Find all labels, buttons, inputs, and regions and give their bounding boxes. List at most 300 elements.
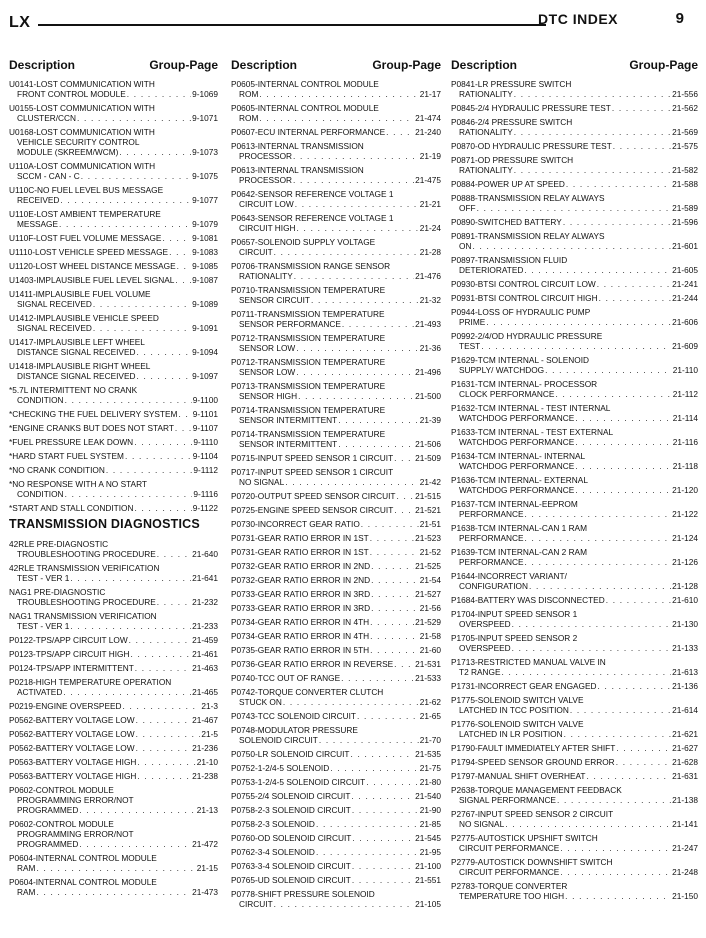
entry-text: P0219-ENGINE OVERSPEED [9,701,122,711]
entry-last-line [231,899,441,909]
entry-last-line [231,861,441,871]
model-label: LX [9,14,31,31]
group-page-ref: 21-545 [415,833,441,843]
index-entry [9,161,218,181]
dot-leader [616,757,671,767]
index-entry [9,247,218,257]
entry-text: NAG1 TRANSMISSION VERIFICATION [9,611,157,621]
section-heading: TRANSMISSION DIAGNOSTICS [9,517,200,531]
entry-text: U110A-LOST COMMUNICATION WITH [9,161,156,171]
dot-leader [137,347,192,357]
dot-leader [59,219,191,229]
entry-last-line [231,791,441,801]
entry-text: P0750-LR SOLENOID CIRCUIT [231,749,350,759]
entry-text: P1775-SOLENOID SWITCH VALVE [451,695,584,705]
group-page-ref: 21-640 [192,549,218,559]
entry-text: U110E-LOST AMBIENT TEMPERATURE [9,209,161,219]
group-page-ref: 21-133 [672,643,698,653]
entry-text: OVERSPEED [459,643,511,653]
dot-leader [134,437,192,447]
group-page-ref: 21-240 [415,127,441,137]
group-page-ref: 21-605 [672,265,698,275]
group-page-ref: 21-241 [672,279,698,289]
group-page-ref: 21-120 [672,485,698,495]
entry-text: RATIONALITY [459,89,513,99]
group-page-ref: 21-613 [672,667,698,677]
index-entry [9,563,218,583]
group-page-ref: 9-1112 [193,465,218,475]
entry-last-line [9,621,218,631]
index-entry [451,881,698,901]
entry-text: RATIONALITY [459,127,513,137]
entry-last-line [451,341,698,351]
entry-text: CIRCUIT LOW [239,199,294,209]
entry-last-line [9,887,218,897]
group-page-ref: 21-606 [672,317,698,327]
group-page-ref: 9-1091 [192,323,218,333]
entry-last-line [231,763,441,773]
index-entry [9,503,218,513]
entry-last-line [9,465,218,475]
entry-text: ON [459,241,472,251]
group-page-ref: 21-627 [672,743,698,753]
entry-text: U0168-LOST COMMUNICATION WITH [9,127,155,137]
entry-text: PERFORMANCE [459,557,524,567]
group-page-ref: 21-609 [672,341,698,351]
entry-last-line [231,319,441,329]
entry-text: WATCHDOG PERFORMANCE [459,437,575,447]
dot-leader [79,805,195,815]
entry-text: SUPPLY/ WATCHDOG [459,365,545,375]
dot-leader [36,887,191,897]
group-page-ref: 21-614 [672,705,698,715]
index-entry [9,757,218,767]
dot-leader [502,667,672,677]
dot-leader [136,729,201,739]
index-entry [9,771,218,781]
group-page-ref: 21-525 [415,561,441,571]
entry-last-line [231,711,441,721]
entry-text: P1797-MANUAL SHIFT OVERHEAT [451,771,586,781]
dot-leader [293,175,414,185]
entry-text: *START AND STALL CONDITION [9,503,134,513]
entry-last-line [231,175,441,185]
entry-text: TEST - VER 1 [17,573,70,583]
index-entry [451,217,698,227]
group-page-ref: 21-238 [192,771,218,781]
index-entry [451,307,698,327]
group-page-ref: 21-15 [196,863,218,873]
dot-leader [394,659,414,669]
entry-last-line [9,275,218,285]
entry-last-line [231,391,441,401]
entry-text: P0563-BATTERY VOLTAGE HIGH [9,771,137,781]
group-page-ref: 9-1107 [192,423,218,433]
entry-text: RAM [17,863,36,873]
entry-text: U0141-LOST COMMUNICATION WITH [9,79,155,89]
entry-text: P1632-TCM INTERNAL - TEST INTERNAL [451,403,611,413]
dot-leader [352,875,414,885]
entry-text: U0155-LOST COMMUNICATION WITH [9,103,155,113]
entry-text: P0871-OD PRESSURE SWITCH [451,155,574,165]
entry-last-line [9,687,218,697]
entry-text: P0732-GEAR RATIO ERROR IN 2ND [231,561,371,571]
dot-leader [357,711,419,721]
entry-last-line [451,141,698,151]
index-entry [451,595,698,605]
entry-text: P0760-OD SOLENOID CIRCUIT [231,833,352,843]
entry-last-line [451,103,698,113]
entry-text: P0602-CONTROL MODULE [9,785,114,795]
group-page-ref: 9-1071 [192,113,218,123]
group-page-ref: 21-65 [419,711,441,721]
entry-text: P1633-TCM INTERNAL - TEST EXTERNAL [451,427,614,437]
group-page-ref: 21-473 [192,887,218,897]
group-page-ref: 21-582 [672,165,698,175]
entry-text: P0765-UD SOLENOID CIRCUIT [231,875,351,885]
group-page-ref: 21-459 [192,635,218,645]
column-header [451,58,698,76]
index-entry [9,337,218,357]
dot-leader [157,549,191,559]
entry-last-line [231,491,441,501]
group-page-ref: 21-500 [415,391,441,401]
group-page-ref: 21-105 [415,899,441,909]
index-entry [231,333,441,353]
group-page-ref: 21-10 [196,757,218,767]
entry-text: T2 RANGE [459,667,501,677]
group-page-ref: 21-95 [419,847,441,857]
entry-text: 42RLE PRE-DIAGNOSTIC [9,539,109,549]
group-page-ref: 21-80 [419,777,441,787]
group-page-ref: 21-475 [415,175,441,185]
entry-text: SENSOR INTERMITTENT [239,415,338,425]
dot-leader [341,673,414,683]
entry-text: ROM [239,113,259,123]
dot-leader [330,763,419,773]
entry-last-line [451,757,698,767]
entry-text: P0736-GEAR RATIO ERROR IN REVERSE [231,659,394,669]
entry-text: P0888-TRANSMISSION RELAY ALWAYS [451,193,605,203]
index-entry [451,571,698,591]
entry-last-line [231,659,441,669]
entry-last-line [451,203,698,213]
entry-text: P0884-POWER UP AT SPEED [451,179,565,189]
index-entry [451,193,698,213]
group-page-ref: 21-472 [192,839,218,849]
entry-text: DISTANCE SIGNAL RECEIVED [17,371,136,381]
group-page-heading: Group-Page [149,58,218,72]
dot-leader [65,395,192,405]
entry-text: P0758-2-3 SOLENOID [231,819,315,829]
dot-leader [119,147,191,157]
description-heading: Description [9,58,76,72]
entry-text: *NO CRANK CONDITION [9,465,105,475]
index-entry [9,127,218,157]
entry-last-line [9,171,218,181]
entry-text: P1639-TCM INTERNAL-CAN 2 RAM [451,547,588,557]
entry-text: P1636-TCM INTERNAL- EXTERNAL [451,475,588,485]
index-entry [9,701,218,711]
group-page-ref: 9-1122 [192,503,218,513]
dot-leader [566,179,671,189]
entry-last-line [231,367,441,377]
entry-last-line [451,681,698,691]
entry-text: P0562-BATTERY VOLTAGE LOW [9,729,135,739]
dot-leader [338,439,414,449]
group-page-ref: 9-1089 [192,299,218,309]
entry-text: P0743-TCC SOLENOID CIRCUIT [231,711,356,721]
index-entry [231,861,441,871]
group-page-ref: 21-42 [419,477,441,487]
entry-last-line [231,805,441,815]
entry-text: U1417-IMPLAUSIBLE LEFT WHEEL [9,337,145,347]
entry-text: VEHICLE SECURITY CONTROL [17,137,140,147]
entry-text: *HARD START FUEL SYSTEM [9,451,124,461]
group-page-ref: 21-5 [201,729,218,739]
dot-leader [565,891,671,901]
index-entry [9,743,218,753]
entry-text: TEMPERATURE TOO HIGH [459,891,565,901]
index-entry [231,603,441,613]
dot-leader [293,151,419,161]
group-page-ref: 21-36 [419,343,441,353]
entry-text: P0763-3-4 SOLENOID CIRCUIT [231,861,351,871]
group-page-ref: 9-1101 [192,409,218,419]
entry-last-line [9,863,218,873]
entry-text: ACTIVATED [17,687,63,697]
entry-text: CIRCUIT [239,247,273,257]
entry-last-line [9,247,218,257]
index-entry [9,635,218,645]
entry-text: P0562-BATTERY VOLTAGE LOW [9,715,135,725]
group-page-ref: 21-588 [672,179,698,189]
entry-text: PROGRAMMED [17,805,79,815]
dot-leader [361,519,419,529]
entry-text: *CHECKING THE FUEL DELIVERY SYSTEM [9,409,178,419]
entry-last-line [451,293,698,303]
group-page-ref: 21-575 [672,141,698,151]
entry-text: P0931-BTSI CONTROL CIRCUIT HIGH [451,293,598,303]
dot-leader [296,367,414,377]
dot-leader [316,819,419,829]
entry-text: P0642-SENSOR REFERENCE VOLTAGE 1 [231,189,394,199]
entry-last-line [231,295,441,305]
entry-text: TEST [459,341,481,351]
group-page-ref: 21-56 [419,603,441,613]
group-page-ref: 21-136 [672,681,698,691]
entry-text: RATIONALITY [239,271,293,281]
index-entry [231,631,441,641]
index-entry [231,791,441,801]
index-entry [9,209,218,229]
entry-text: U110C-NO FUEL LEVEL BUS MESSAGE [9,185,164,195]
entry-last-line [231,505,441,515]
group-page-ref: 21-126 [672,557,698,567]
dot-leader [525,533,672,543]
entry-last-line [9,219,218,229]
index-entry [451,523,698,543]
group-page-ref: 21-138 [672,795,698,805]
entry-last-line [9,715,218,725]
dot-leader [512,619,672,629]
index-entry [451,155,698,175]
dot-leader [514,127,671,137]
dot-leader [486,317,671,327]
entry-last-line [451,743,698,753]
group-page-ref: 21-621 [672,729,698,739]
group-page-ref: 21-130 [672,619,698,629]
entry-text: P2767-INPUT SPEED SENSOR 2 CIRCUIT [451,809,614,819]
entry-last-line [9,701,218,711]
index-entry [231,659,441,669]
dot-leader [352,833,414,843]
entry-text: DISTANCE SIGNAL RECEIVED [17,347,136,357]
index-entry [451,141,698,151]
entry-text: P1704-INPUT SPEED SENSOR 1 [451,609,578,619]
group-page-ref: 21-110 [672,365,698,375]
group-page-ref: 21-141 [672,819,698,829]
index-entry [451,719,698,739]
index-entry [9,877,218,897]
entry-last-line [451,279,698,289]
group-page-ref: 21-52 [419,547,441,557]
index-entry [9,289,218,309]
group-page-ref: 21-19 [419,151,441,161]
entry-text: P0762-3-4 SOLENOID [231,847,315,857]
entry-last-line [451,771,698,781]
entry-last-line [9,89,218,99]
dot-leader [557,795,671,805]
index-entry [451,633,698,653]
dot-leader [137,771,191,781]
index-entry [231,381,441,401]
dot-leader [65,489,193,499]
entry-text: 42RLE TRANSMISSION VERIFICATION [9,563,160,573]
entry-last-line [9,347,218,357]
dot-leader [285,477,419,487]
entry-last-line [231,343,441,353]
group-page-ref: 9-1075 [192,171,218,181]
dot-leader [512,643,672,653]
entry-text: P0740-TCC OUT OF RANGE [231,673,341,683]
index-entry [231,141,441,161]
index-entry [451,255,698,275]
index-entry [9,715,218,725]
entry-last-line [9,395,218,405]
column-header [9,58,218,76]
index-entry [231,875,441,885]
dot-leader [370,617,414,627]
index-entry [231,405,441,425]
group-page-ref: 21-244 [672,293,698,303]
entry-text: P0748-MODULATOR PRESSURE [231,725,358,735]
entry-text: SENSOR INTERMITTENT [239,439,338,449]
dot-leader [599,293,672,303]
entry-last-line [231,415,441,425]
entry-last-line [231,519,441,529]
dot-leader [298,391,414,401]
entry-last-line [231,697,441,707]
entry-last-line [451,843,698,853]
dot-leader [560,843,671,853]
group-page-ref: 21-556 [672,89,698,99]
index-entry [9,385,218,405]
index-entry [9,479,218,499]
entry-text: U110F-LOST FUEL VOLUME MESSAGE [9,233,162,243]
dot-leader [106,465,193,475]
group-page-ref: 21-85 [419,819,441,829]
group-page-ref: 21-535 [415,749,441,759]
group-page-ref: 21-476 [415,271,441,281]
dot-leader [575,485,671,495]
dot-leader [370,547,419,557]
entry-last-line [451,509,698,519]
entry-text: CLOCK PERFORMANCE [459,389,555,399]
entry-text: P0715-INPUT SPEED SENSOR 1 CIRCUIT [231,453,394,463]
entry-text: CIRCUIT HIGH [239,223,296,233]
dot-leader [60,195,191,205]
entry-last-line [231,819,441,829]
index-entry [231,805,441,815]
entry-last-line [451,317,698,327]
entry-last-line [9,233,218,243]
dot-leader [70,573,191,583]
entry-text: WATCHDOG PERFORMANCE [459,485,575,495]
entry-text: P0897-TRANSMISSION FLUID [451,255,568,265]
entry-text: SENSOR LOW [239,367,296,377]
entry-text: SENSOR PERFORMANCE [239,319,341,329]
entry-text: PROGRAMMED [17,839,79,849]
entry-text: *NO RESPONSE WITH A NO START [9,479,147,489]
entry-last-line [451,389,698,399]
dot-leader [93,323,191,333]
index-entry [451,657,698,677]
entry-text: P0604-INTERNAL CONTROL MODULE [9,853,157,863]
entry-last-line [451,891,698,901]
entry-last-line [231,247,441,257]
group-page-ref: 9-1097 [192,371,218,381]
index-entry [231,261,441,281]
entry-last-line [451,581,698,591]
group-page-ref: 21-54 [419,575,441,585]
dot-leader [136,743,192,753]
group-page-ref: 9-1083 [192,247,218,257]
entry-text: FRONT CONTROL MODULE [17,89,126,99]
entry-text: PROCESSOR [239,151,293,161]
dot-leader [81,171,191,181]
entry-text: PROGRAMMING ERROR/NOT [17,829,134,839]
group-page-ref: 21-467 [192,715,218,725]
entry-text: NO SIGNAL [459,819,505,829]
index-entry [9,587,218,607]
index-entry [9,663,218,673]
dot-leader [342,319,414,329]
index-entry [451,427,698,447]
index-entry [231,819,441,829]
dot-leader [296,343,419,353]
entry-last-line [231,477,441,487]
entry-last-line [9,549,218,559]
index-entry [451,785,698,805]
index-entry [231,617,441,627]
entry-text: P0124-TPS/APP INTERMITTENT [9,663,134,673]
dot-leader [297,223,419,233]
entry-last-line [9,729,218,739]
entry-text: P1634-TCM INTERNAL- INTERNAL [451,451,586,461]
entry-last-line [9,635,218,645]
index-entry [451,79,698,99]
